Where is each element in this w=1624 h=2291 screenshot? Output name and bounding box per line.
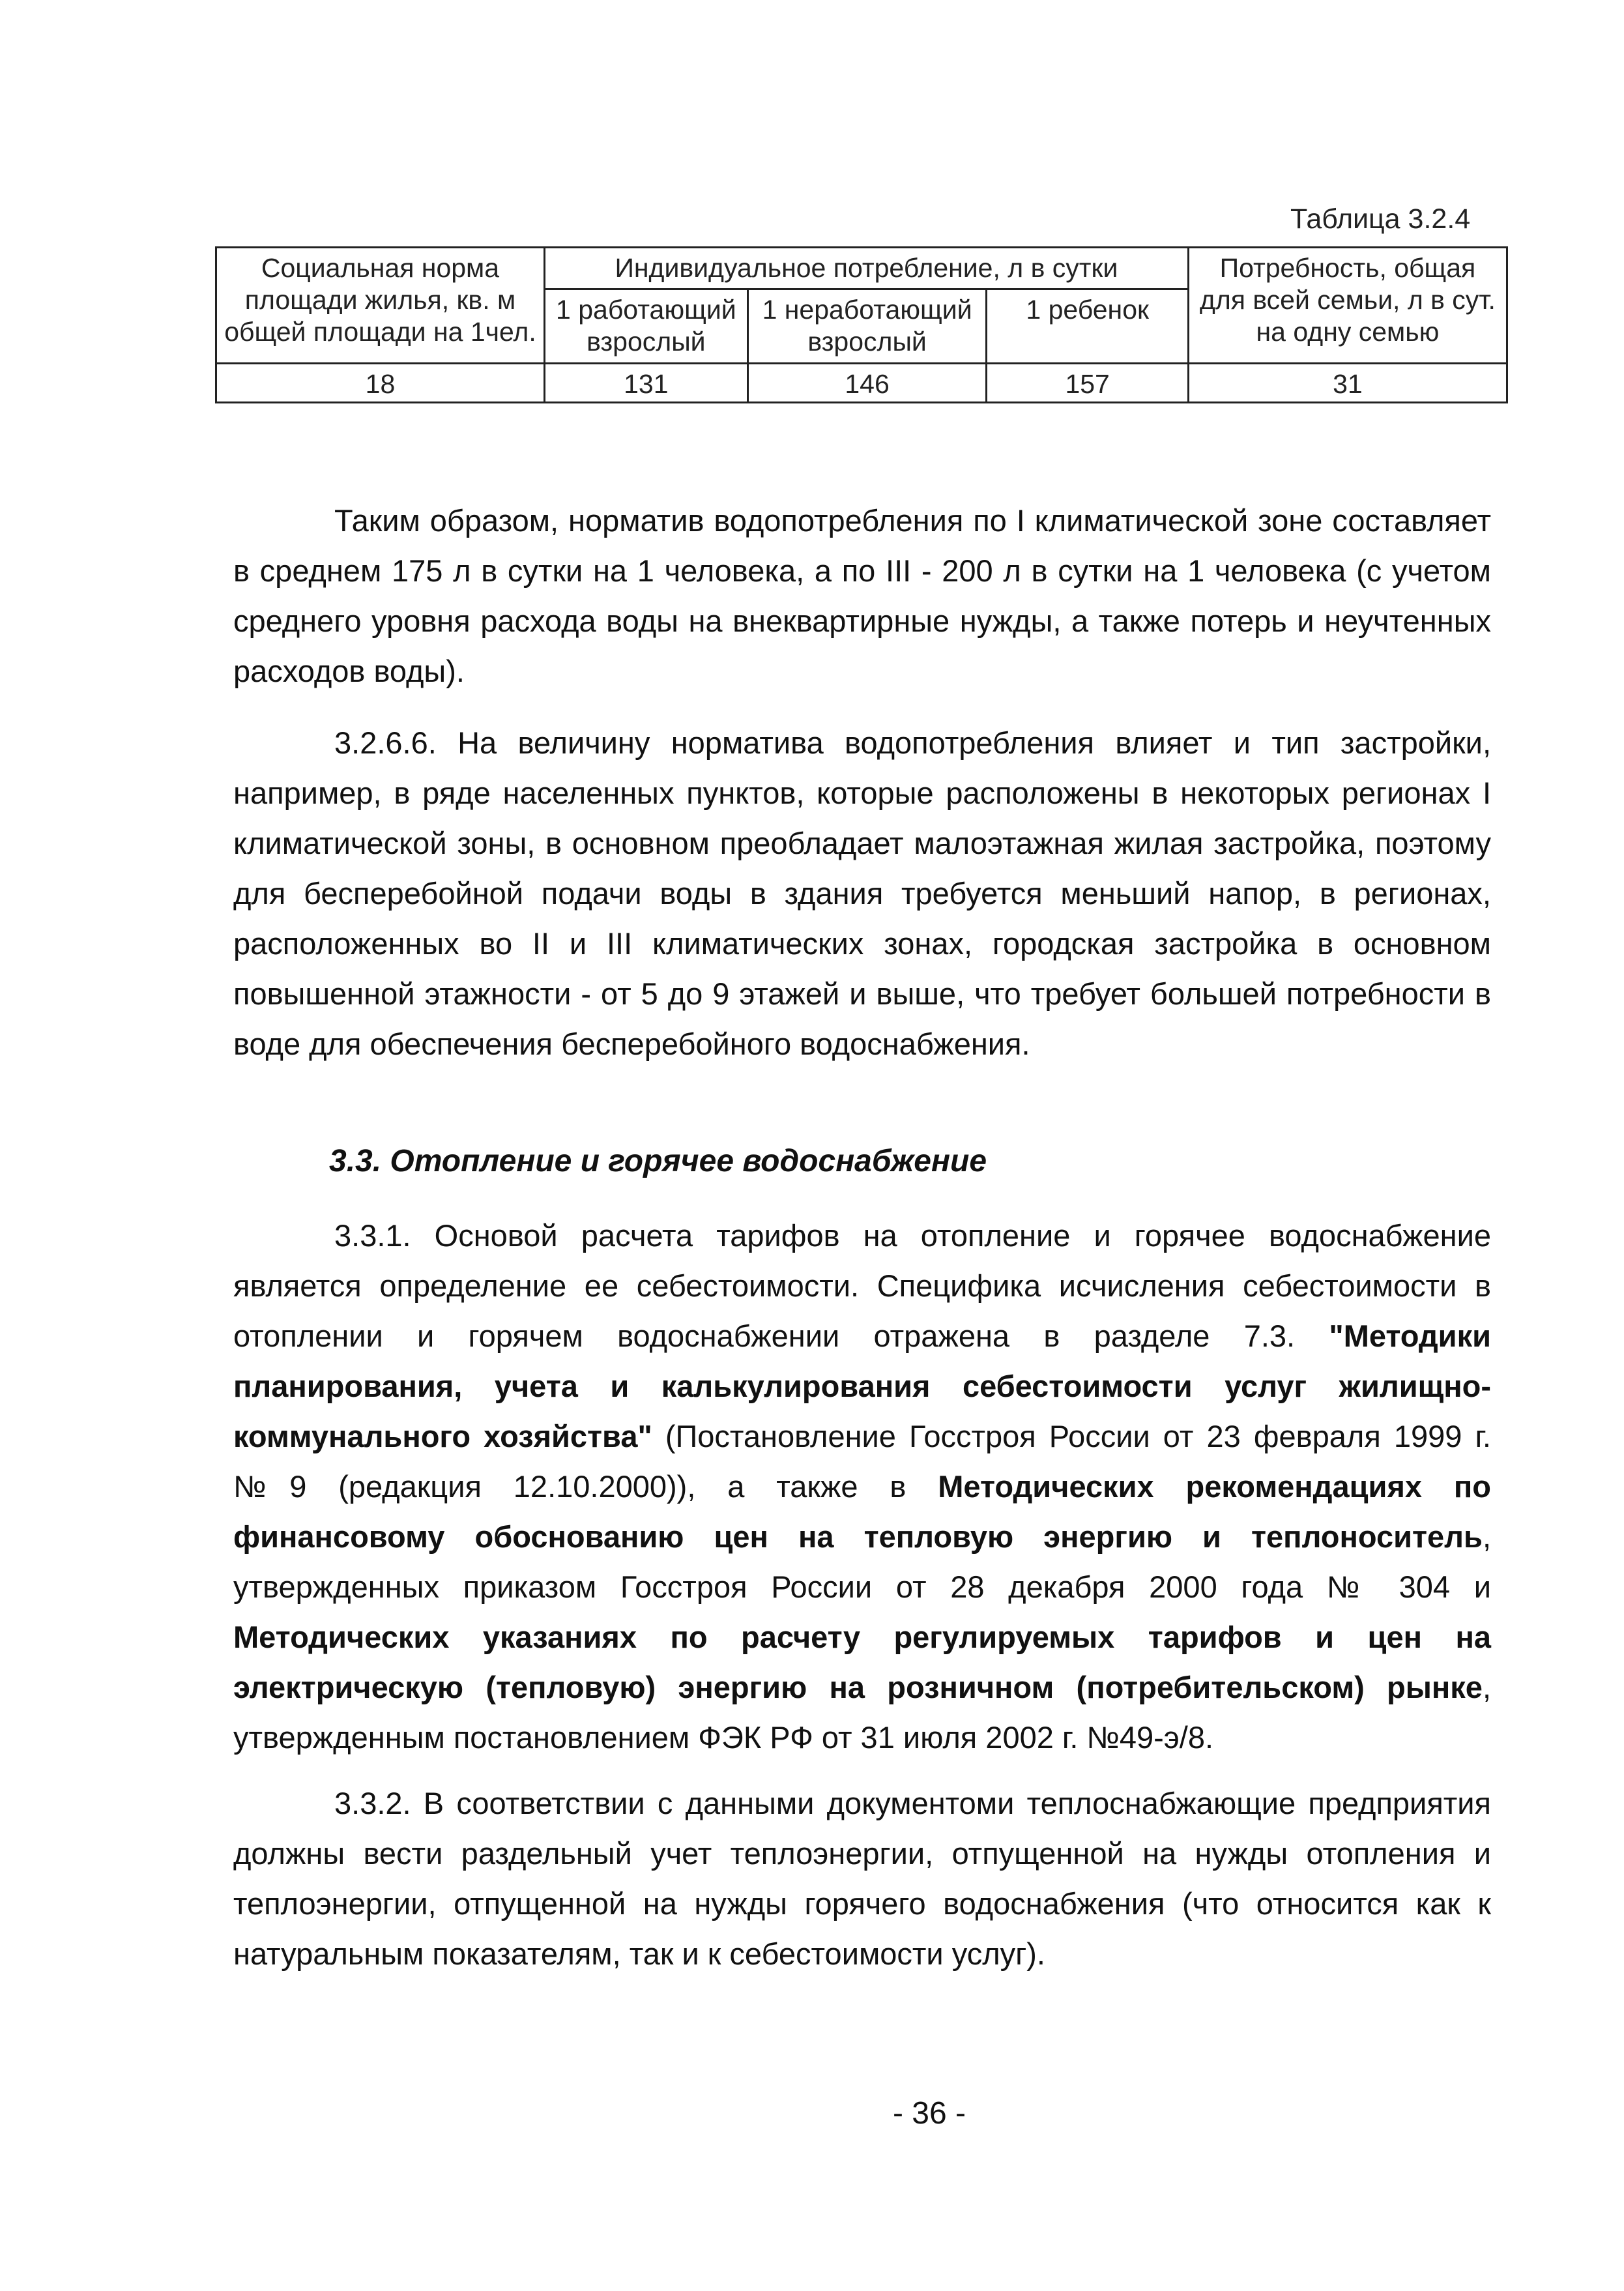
paragraph-segment: 3.3.1. Основой расчета тарифов на отопление и горячее водоснабжение является определение ее себестоимости. Специфика исчисления себестоимости в отоплении и горячем водоснабжении отражена в разделе 7.3. <box>233 1218 1491 1353</box>
table-cell: 31 <box>1188 363 1507 402</box>
paragraph-text: 3.2.6.6. На величину норматива водопотребления влияет и тип застройки, например, в ряде населенных пунктов, которые расположены в некоторых регионах I климатической зоны, в основном преобладает малоэтажная жилая застройка, поэтому для бесперебойной подачи воды в здания требуется меньший напор, в регионах, расположенных во II и III климатических зонах, городская застройка в основном повышенной этажности - от 5 до 9 этажей и выше, что требует большей потребности в воде для обеспечения бесперебойного водоснабжения. <box>233 725 1491 1061</box>
paragraph-segment: (Постановление Госстроя России от 23 февраля 1999 г. №9 (редакция 12.10.2000)), а также в <box>233 1419 1491 1504</box>
header-family-total: Потребность, общая для всей семьи, л в сут. на одну семью <box>1188 248 1507 364</box>
header-social-norm: Социальная норма площади жилья, кв. м общей площади на 1чел. <box>216 248 545 364</box>
water-norms-table <box>215 246 1508 403</box>
table-cell: 131 <box>544 363 747 402</box>
bold-reference: "Методики планирования, учета и калькулирования себестоимости услуг жилищно-коммунального хозяйства" <box>233 1319 1491 1453</box>
table-cell: 18 <box>216 363 545 402</box>
paragraph-3-3-1 <box>233 1210 1491 1762</box>
table-header-row <box>216 248 1507 289</box>
table-caption: Таблица 3.2.4 <box>1290 203 1471 235</box>
paragraph-3-3-2 <box>233 1778 1491 1979</box>
paragraph-water-norm-summary <box>233 495 1491 696</box>
paragraph-text <box>233 1210 1491 1762</box>
table-cell: 157 <box>987 363 1188 402</box>
table-row <box>216 363 1507 402</box>
page-number: - 36 - <box>892 2096 966 2131</box>
bold-reference: Методических указаниях по расчету регулируемых тарифов и цен на электрическую (тепловую) энергию на розничном (потребительском) рынке <box>233 1620 1491 1704</box>
paragraph-text: Таким образом, норматив водопотребления по I климатической зоне составляет в среднем 175 л в сутки на 1 человека, а по III - 200 л в сутки на 1 человека (с учетом среднего уровня расхода воды на внеквартирные нужды, а также потерь и неучтенных расходов воды). <box>233 503 1491 688</box>
subheader-child: 1 ребенок <box>987 289 1188 363</box>
subheader-working-adult: 1 работающий взрослый <box>544 289 747 363</box>
bold-reference: Методических рекомендациях по финансовому обоснованию цен на тепловую энергию и теплоноситель <box>233 1469 1491 1554</box>
section-heading: 3.3. Отопление и горячее водоснабжение <box>329 1144 987 1178</box>
paragraph-3-2-6-6 <box>233 718 1491 1069</box>
paragraph-segment: , утвержденных приказом Госстроя России от 28 декабря 2000 года № 304 и <box>233 1519 1491 1604</box>
table-cell: 146 <box>747 363 987 402</box>
paragraph-segment: , утвержденным постановлением ФЭК РФ от 31 июля 2002 г. №49-э/8. <box>233 1670 1491 1755</box>
subheader-nonworking-adult: 1 неработающий взрослый <box>747 289 987 363</box>
paragraph-text: 3.3.2. В соответствии с данными документоми теплоснабжающие предприятия должны вести раздельный учет теплоэнергии, отпущенной на нужды отопления и теплоэнергии, отпущенной на нужды горячего водоснабжения (что относится как к натуральным показателям, так и к себестоимости услуг). <box>233 1786 1491 1971</box>
header-individual-consumption: Индивидуальное потребление, л в сутки <box>544 248 1188 289</box>
